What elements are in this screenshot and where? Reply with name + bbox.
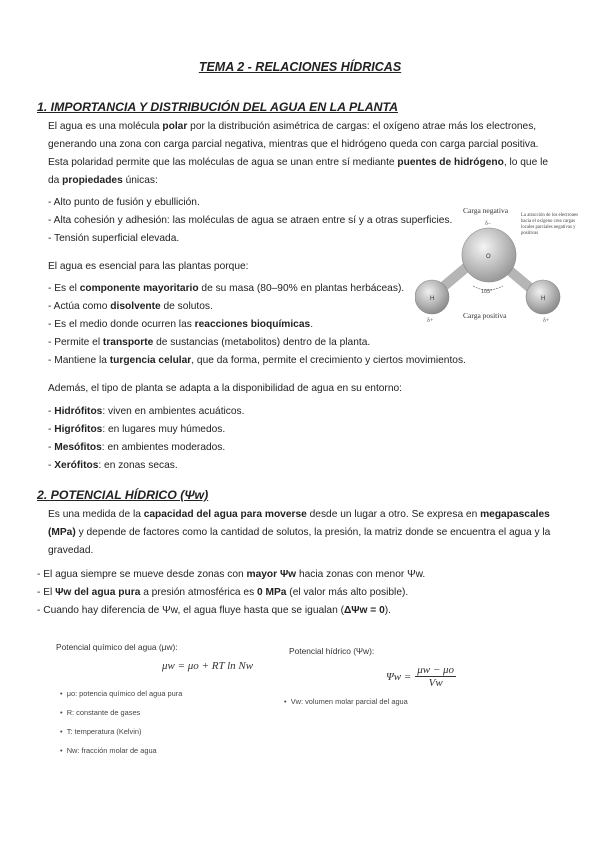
water-potential-paragraph: Es una medida de la capacidad del agua para moverse desde un lugar a otro. Se expresa en megapascales (MPa) y depende de factores como la cantidad de solutos, la presión, la matriz donde se encuentra el agua y la gravedad. bbox=[48, 509, 551, 556]
formula-fraction bbox=[415, 664, 456, 689]
delta-minus-label: δ− bbox=[485, 221, 492, 227]
list-item: • R: constante de gases bbox=[60, 708, 141, 717]
list-item: - Cuando hay diferencia de Ψw, el agua fluye hasta que se igualan (ΔΨw = 0). bbox=[37, 605, 391, 616]
plant-types-list bbox=[48, 403, 244, 475]
figure-annotation: La atracción de los electrones hacia el oxígeno crea cargas locales parciales negativas y positivas bbox=[521, 213, 579, 237]
list-item: - Alto punto de fusión y ebullición. bbox=[48, 197, 200, 208]
intro-paragraph: El agua es una molécula polar por la distribución asimétrica de cargas: el oxígeno atrae más los electrones, generando una zona con carga parcial negativa, mientras que el hidrógeno queda con carga parcial positiva. Esta polaridad permite que las moléculas de agua se unan entre sí mediante puentes de hidrógeno, lo que le da propiedades únicas: bbox=[48, 121, 549, 186]
formula-denominator: Vw bbox=[428, 677, 443, 689]
delta-plus-left-label: δ+ bbox=[427, 318, 434, 324]
section-2-heading: 2. POTENCIAL HÍDRICO (Ψw) bbox=[37, 488, 209, 502]
chemical-potential-title: Potencial químico del agua (μw): bbox=[56, 642, 178, 652]
essential-intro: El agua es esencial para las plantas porque: bbox=[48, 261, 249, 272]
list-item: - Alta cohesión y adhesión: las moléculas de agua se atraen entre sí y a otras superficies. bbox=[48, 215, 453, 226]
list-item: - El Ψw del agua pura a presión atmosférica es 0 MPa (el valor más alto posible). bbox=[37, 587, 409, 598]
list-item: - El agua siempre se mueve desde zonas con mayor Ψw hacia zonas con menor Ψw. bbox=[37, 569, 426, 580]
water-potential-variables bbox=[284, 692, 408, 711]
list-item: • μo: potencia químico del agua pura bbox=[60, 689, 183, 698]
list-item: - Mantiene la turgencia celular, que da forma, permite el crecimiento y ciertos movimientos. bbox=[48, 355, 466, 366]
page-title: TEMA 2 - RELACIONES HÍDRICAS bbox=[198, 60, 402, 74]
formula-numerator: μw − μo bbox=[417, 664, 455, 676]
list-item: • T: temperatura (Kelvin) bbox=[60, 727, 142, 736]
water-potential-title: Potencial hídrico (Ψw): bbox=[289, 646, 375, 656]
section-1-heading: 1. IMPORTANCIA Y DISTRIBUCIÓN DEL AGUA EN LA PLANTA bbox=[37, 100, 398, 114]
properties-list bbox=[48, 194, 452, 248]
oxygen-label: O bbox=[486, 254, 491, 260]
formula-lhs: Ψw = bbox=[386, 670, 412, 683]
delta-plus-right-label: δ+ bbox=[543, 318, 550, 324]
list-item: - Es el componente mayoritario de su masa (80–90% en plantas herbáceas). bbox=[48, 283, 405, 294]
positive-charge-label: Carga positiva bbox=[463, 311, 507, 320]
chemical-potential-variables bbox=[60, 684, 182, 760]
adaptation-intro: Además, el tipo de planta se adapta a la disponibilidad de agua en su entorno: bbox=[48, 383, 402, 394]
angle-label: 105° bbox=[481, 289, 493, 295]
list-item: - Permite el transporte de sustancias (metabolitos) dentro de la planta. bbox=[48, 337, 371, 348]
list-item: - Es el medio donde ocurren las reacciones bioquímicas. bbox=[48, 319, 314, 330]
chemical-potential-formula: μw = μo + RT ln Nw bbox=[162, 660, 254, 672]
list-item: - Xerófitos: en zonas secas. bbox=[48, 460, 178, 471]
hydrogen-label-right: H bbox=[541, 296, 546, 302]
list-item: - Hidrófitos: viven en ambientes acuáticos. bbox=[48, 406, 245, 417]
list-item: - Actúa como disolvente de solutos. bbox=[48, 301, 213, 312]
list-item: • Vw: volumen molar parcial del agua bbox=[284, 697, 408, 706]
reasons-list bbox=[48, 280, 466, 370]
water-potential-formula bbox=[386, 664, 456, 689]
list-item: • Nw: fracción molar de agua bbox=[60, 746, 157, 755]
hydrogen-label-left: H bbox=[430, 296, 435, 302]
list-item: - Tensión superficial elevada. bbox=[48, 233, 180, 244]
list-item: - Mesófitos: en ambientes moderados. bbox=[48, 442, 226, 453]
water-potential-bullets bbox=[37, 566, 425, 620]
list-item: - Higrófitos: en lugares muy húmedos. bbox=[48, 424, 226, 435]
negative-charge-label: Carga negativa bbox=[463, 206, 509, 215]
